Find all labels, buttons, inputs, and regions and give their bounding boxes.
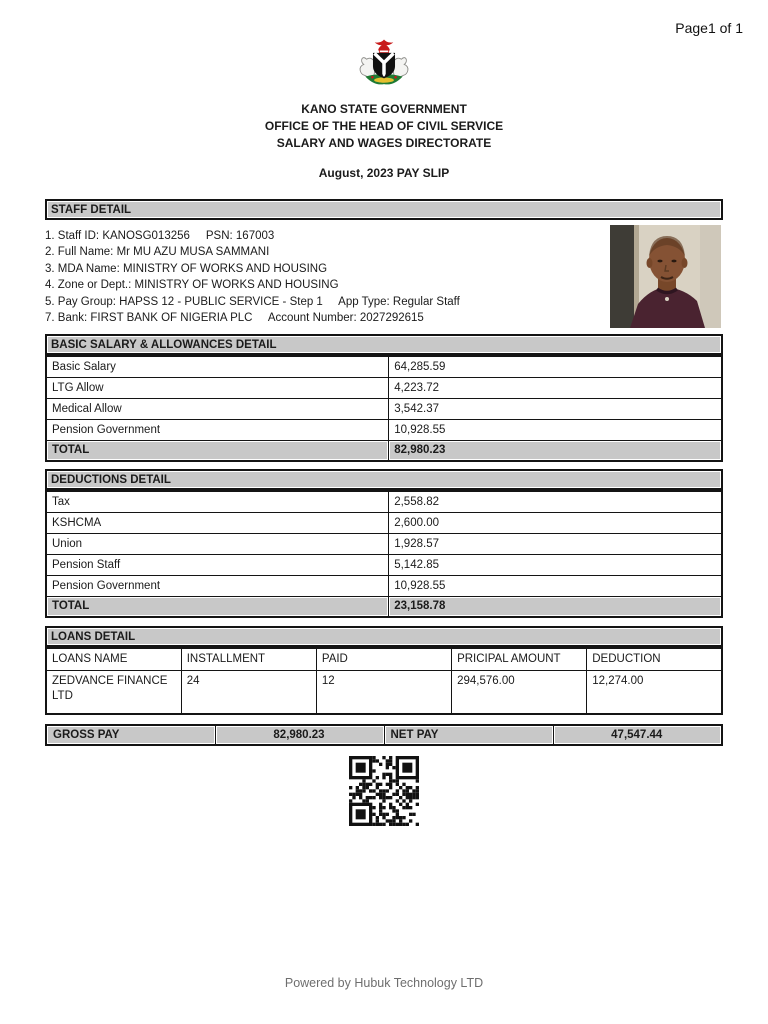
table-row xyxy=(46,575,722,596)
staff-photo xyxy=(610,225,721,328)
org-name: KANO STATE GOVERNMENT xyxy=(301,102,467,116)
loans-col-principal: PRICIPAL AMOUNT xyxy=(452,648,587,671)
loan-installment: 24 xyxy=(181,671,316,714)
staff-detail-section xyxy=(45,220,723,327)
deductions-total-value: 23,158.78 xyxy=(389,596,722,617)
deductions-section-header xyxy=(45,469,723,490)
loan-name: ZEDVANCE FINANCE LTD xyxy=(46,671,181,714)
org-office: OFFICE OF THE HEAD OF CIVIL SERVICE xyxy=(264,119,504,133)
deduction-item-label: Union xyxy=(46,533,389,554)
mda-name-line: 3. MDA Name: MINISTRY OF WORKS AND HOUSING xyxy=(45,262,328,275)
salary-item-label: Basic Salary xyxy=(46,356,389,377)
gross-pay-label: GROSS PAY xyxy=(46,725,215,745)
pay-group-line: 5. Pay Group: HAPSS 12 - PUBLIC SERVICE - Step 1 App Type: Regular Staff xyxy=(45,295,460,308)
table-row xyxy=(46,398,722,419)
loans-header-row xyxy=(46,648,722,671)
loans-col-installment: INSTALLMENT xyxy=(181,648,316,671)
deduction-item-value: 1,928.57 xyxy=(389,533,722,554)
salary-total-label: TOTAL xyxy=(46,440,389,461)
net-pay-value: 47,547.44 xyxy=(553,725,722,745)
net-pay-label: NET PAY xyxy=(384,725,553,745)
loans-section-title: LOANS DETAIL xyxy=(51,630,136,643)
qr-code xyxy=(349,756,419,826)
salary-item-value: 64,285.59 xyxy=(389,356,722,377)
deduction-item-label: Pension Government xyxy=(46,575,389,596)
org-directorate: SALARY AND WAGES DIRECTORATE xyxy=(276,136,492,150)
full-name-line: 2. Full Name: Mr MU AZU MUSA SAMMANI xyxy=(45,246,270,259)
deductions-total-row xyxy=(46,596,722,617)
loan-paid: 12 xyxy=(316,671,451,714)
table-row xyxy=(46,377,722,398)
deduction-item-value: 2,600.00 xyxy=(389,512,722,533)
bank-account-line: 7. Bank: FIRST BANK OF NIGERIA PLC Account Number: 2027292615 xyxy=(45,312,424,325)
salary-item-value: 4,223.72 xyxy=(389,377,722,398)
zone-dept-line: 4. Zone or Dept.: MINISTRY OF WORKS AND HOUSING xyxy=(45,279,339,292)
nigeria-coat-of-arms-icon xyxy=(355,38,413,92)
salary-item-value: 10,928.55 xyxy=(389,419,722,440)
table-row xyxy=(46,554,722,575)
table-row xyxy=(46,512,722,533)
deduction-item-label: KSHCMA xyxy=(46,512,389,533)
staff-id-line: 1. Staff ID: KANOSG013256 PSN: 167003 xyxy=(45,230,275,242)
table-row xyxy=(46,491,722,512)
staff-detail-section-title: STAFF DETAIL xyxy=(51,203,132,216)
salary-total-value: 82,980.23 xyxy=(389,440,722,461)
deduction-item-value: 2,558.82 xyxy=(389,491,722,512)
table-row xyxy=(46,419,722,440)
page-indicator: Page1 of 1 xyxy=(675,20,743,36)
document-header xyxy=(0,0,768,180)
loan-principal: 294,576.00 xyxy=(452,671,587,714)
deduction-item-value: 10,928.55 xyxy=(389,575,722,596)
salary-section-title: BASIC SALARY & ALLOWANCES DETAIL xyxy=(51,338,277,351)
qr-code-container xyxy=(45,756,723,831)
deduction-item-value: 5,142.85 xyxy=(389,554,722,575)
deduction-item-label: Pension Staff xyxy=(46,554,389,575)
deductions-table xyxy=(45,490,723,618)
loan-row xyxy=(46,671,722,714)
deductions-total-label: TOTAL xyxy=(46,596,389,617)
footer-credit: Powered by Hubuk Technology LTD xyxy=(284,976,484,990)
loans-col-paid: PAID xyxy=(316,648,451,671)
payslip-period-title: August, 2023 PAY SLIP xyxy=(318,166,450,180)
payslip-content xyxy=(45,199,723,831)
deductions-section-title: DEDUCTIONS DETAIL xyxy=(51,473,171,486)
loans-section-header xyxy=(45,626,723,647)
salary-item-label: Pension Government xyxy=(46,419,389,440)
salary-item-value: 3,542.37 xyxy=(389,398,722,419)
salary-item-label: Medical Allow xyxy=(46,398,389,419)
loan-deduction: 12,274.00 xyxy=(587,671,722,714)
table-row xyxy=(46,533,722,554)
salary-item-label: LTG Allow xyxy=(46,377,389,398)
salary-table xyxy=(45,355,723,462)
summary-row xyxy=(46,725,722,745)
deduction-item-label: Tax xyxy=(46,491,389,512)
pay-summary-row xyxy=(45,724,723,746)
table-row xyxy=(46,356,722,377)
salary-total-row xyxy=(46,440,722,461)
gross-pay-value: 82,980.23 xyxy=(215,725,384,745)
salary-section-header xyxy=(45,334,723,355)
loans-table xyxy=(45,647,723,715)
loans-col-name: LOANS NAME xyxy=(46,648,181,671)
staff-detail-section-header xyxy=(45,199,723,220)
loans-col-deduction: DEDUCTION xyxy=(587,648,722,671)
